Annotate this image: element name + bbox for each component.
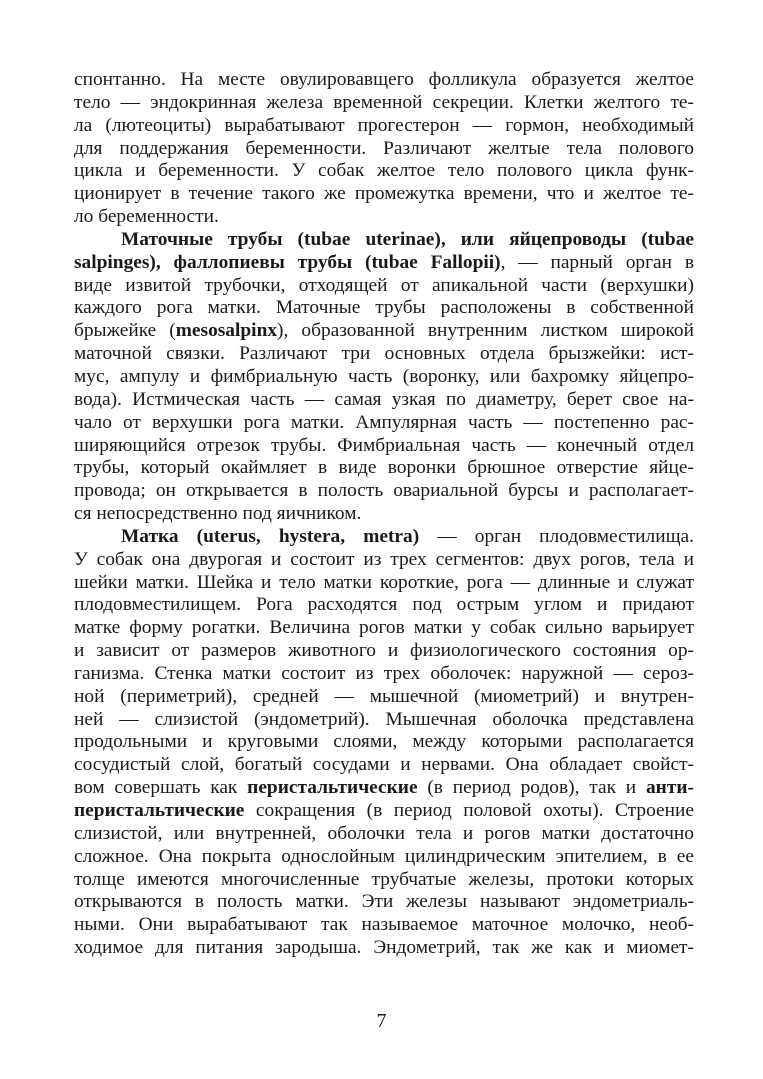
bold-text: анти- [645, 777, 694, 799]
text-run: сосудистый слой, богатый сосудами и нервами. Она обладает свойст- [74, 754, 694, 776]
text-line [74, 69, 694, 92]
page-text [74, 69, 694, 960]
text-line [74, 549, 694, 572]
text-line [74, 526, 694, 549]
text-run: ширяющийся отрезок трубы. Фимбриальная часть — конечный отдел [74, 434, 694, 456]
text-run: виде извитой трубочки, отходящей от апикальной части (верхушки) [74, 274, 694, 296]
text-line [74, 297, 694, 320]
text-run: ционирует в течение такого же промежутка времени, что и желтое те- [74, 183, 694, 205]
text-run: чало от верхушки рога матки. Ампулярная часть — постепенно рас- [74, 411, 694, 433]
text-run: ло беременности. [74, 206, 219, 228]
text-run: мус, ампулу и фимбриальную часть (воронку, или бахромку яйцепро- [74, 365, 694, 387]
text-run: ся непосредственно под яичником. [74, 503, 362, 525]
text-run: матке форму рогатки. Величина рогов матки у собак сильно варьирует [74, 617, 694, 639]
bold-text: Матка (uterus, hystera, metra) [121, 525, 420, 547]
bold-text: перистальтические [74, 800, 245, 821]
text-line [74, 206, 694, 229]
text-line [74, 686, 694, 709]
text-run: тело — эндокринная железа временной секреции. Клетки желтого те- [74, 91, 694, 113]
text-run: ходимое для питания зародыша. Эндометрий, так же как и миомет- [74, 937, 694, 959]
text-run: ла (лютеоциты) вырабатывают прогестерон — гормон, необходимый [74, 114, 694, 136]
text-run: шейки матки. Шейка и тело матки короткие, рога — длинные и служат [74, 571, 694, 593]
text-run: сложное. Она покрыта однослойным цилиндрическим эпителием, в ее [74, 845, 694, 867]
text-line [74, 275, 694, 298]
text-line [74, 160, 694, 183]
text-run: , — парный орган в [500, 251, 694, 273]
text-run: вом совершать как [74, 777, 248, 799]
text-line [74, 800, 694, 823]
text-line [74, 663, 694, 686]
text-line [74, 731, 694, 754]
text-run: плодовместилищем. Рога расходятся под острым углом и придают [74, 594, 694, 616]
text-line [74, 846, 694, 869]
text-line [74, 869, 694, 892]
text-run: ными. Они вырабатывают так называемое маточное молочко, необ- [74, 914, 694, 936]
text-line [74, 435, 694, 458]
text-line [74, 389, 694, 412]
text-line [74, 754, 694, 777]
text-run: ганизма. Стенка матки состоит из трех оболочек: наружной — сероз- [74, 662, 694, 684]
text-run: слизистой, или внутренней, оболочки тела и рогов матки достаточно [74, 822, 694, 844]
text-line [74, 457, 694, 480]
text-run: продольными и круговыми слоями, между которыми располагается [74, 731, 694, 753]
text-line [74, 572, 694, 595]
text-line [74, 640, 694, 663]
text-line [74, 914, 694, 937]
text-run: открываются в полость матки. Эти железы называют эндометриаль- [74, 891, 694, 913]
text-line [74, 412, 694, 435]
text-run: брыжейке ( [74, 320, 176, 342]
text-run: сокращения (в период половой охоты). Строение [244, 800, 694, 821]
text-line [74, 777, 694, 800]
text-line [74, 252, 694, 275]
text-line [74, 366, 694, 389]
text-run: цикла и беременности. У собак желтое тело полового цикла функ- [74, 160, 694, 182]
bold-text: salpinges), фаллопиевы трубы (tubae Fallopii) [74, 251, 501, 273]
text-run: ), образованной внутренним листком широкой [277, 320, 694, 342]
text-line [74, 891, 694, 914]
text-run: провода; он открывается в полость овариальной бурсы и располагает- [74, 480, 694, 502]
text-run: спонтанно. На месте овулировавщего фолликула образуется желтое [74, 69, 694, 90]
text-run: для поддержания беременности. Различают желтые тела полового [74, 137, 694, 159]
text-line [74, 138, 694, 161]
text-line [74, 115, 694, 138]
text-line [74, 229, 694, 252]
text-run: и зависит от размеров животного и физиологического состояния ор- [74, 640, 694, 662]
text-line [74, 92, 694, 115]
text-line [74, 503, 694, 526]
text-run: толще имеются многочисленные трубчатые железы, протоки которых [74, 868, 694, 890]
text-run: каждого рога матки. Маточные трубы расположены в собственной [74, 297, 694, 319]
text-line [74, 320, 694, 343]
bold-text: Маточные трубы (tubae uterinae), или яйцепроводы (tubae [121, 228, 694, 250]
text-run: трубы, который окаймляет в виде воронки брюшное отверстие яйце- [74, 457, 694, 479]
text-run: вода). Истмическая часть — самая узкая по диаметру, берет свое на- [74, 388, 694, 410]
text-line [74, 937, 694, 960]
text-line [74, 183, 694, 206]
text-run: (в период родов), так и [417, 777, 646, 799]
text-line [74, 617, 694, 640]
text-line [74, 343, 694, 366]
text-run: маточной связки. Различают три основных отдела брызжейки: ист- [74, 343, 694, 365]
text-run: — орган плодовместилища. [419, 525, 694, 547]
bold-text: перистальтические [247, 777, 418, 799]
text-line [74, 480, 694, 503]
text-run: У собак она двурогая и состоит из трех сегментов: двух рогов, тела и [74, 548, 694, 570]
page-number: 7 [376, 1010, 387, 1032]
bold-text: mesosalpinx [175, 320, 278, 342]
text-line [74, 823, 694, 846]
text-line [74, 709, 694, 732]
text-line [74, 594, 694, 617]
text-run: ней — слизистой (эндометрий). Мышечная оболочка представлена [74, 708, 694, 730]
text-run: ной (периметрий), средней — мышечной (миометрий) и внутрен- [74, 685, 694, 707]
